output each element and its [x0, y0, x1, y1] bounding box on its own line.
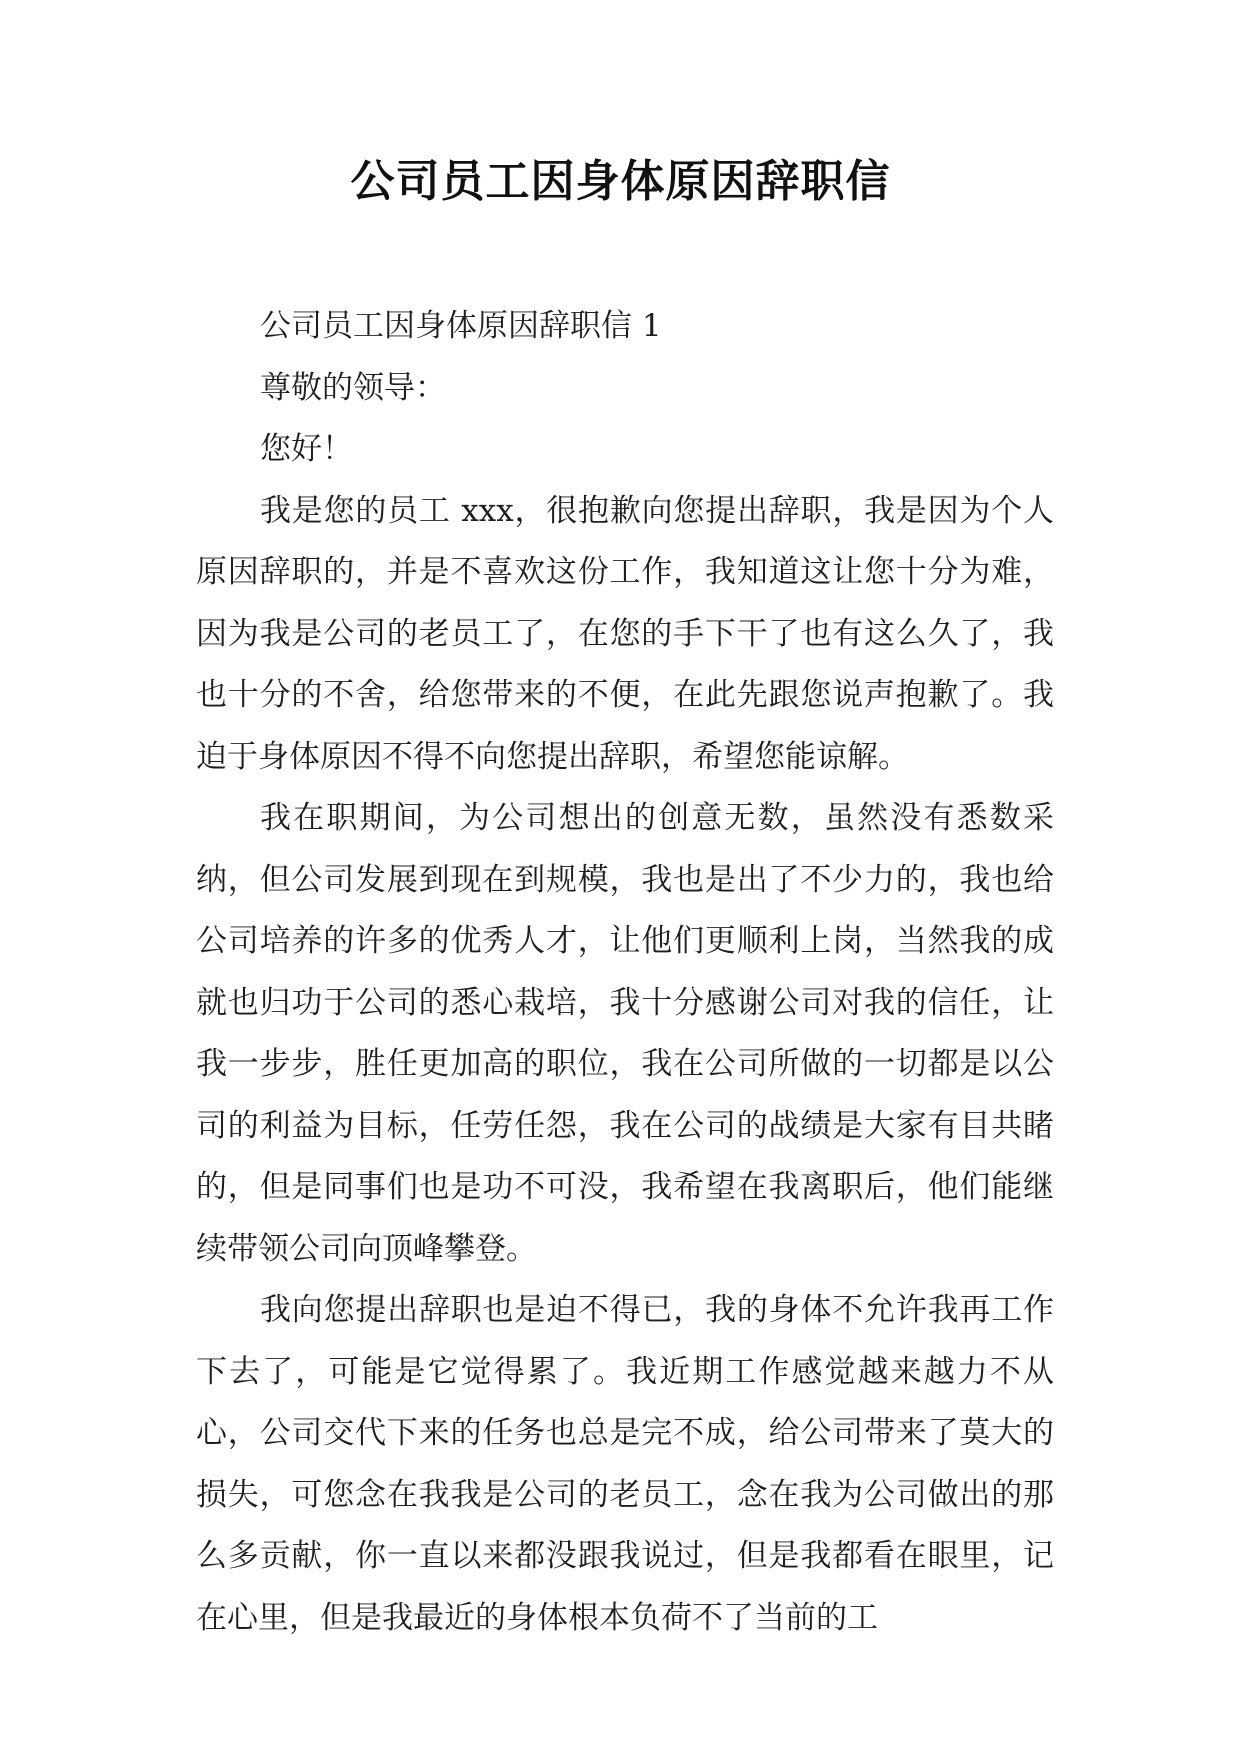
document-title: 公司员工因身体原因辞职信: [350, 156, 891, 207]
letter-greeting: 您好！: [260, 431, 353, 467]
body-paragraph: 我在职期间，为公司想出的创意无数，虽然没有悉数采纳，但公司发展到现在到规模，我也是出了不少力的，我也给公司培养的许多的优秀人才，让他们更顺利上岗，当然我的成就也归功于公司的悉心栽培，我十分感谢公司对我的信任，让我一步步，胜任更加高的职位，我在公司所做的一切都是以公司的利益为目标，任劳任怨，我在公司的战绩是大家有目共睹的，但是同事们也是功不可没，我希望在我离职后，他们能继续带领公司向顶峰攀登。: [196, 800, 1054, 1267]
letter-salutation: 尊敬的领导：: [260, 369, 446, 406]
body-paragraph: 我是您的员工 xxx，很抱歉向您提出辞职，我是因为个人原因辞职的，并是不喜欢这份工作，我知道这让您十分为难，因为我是公司的老员工了，在您的手下干了也有这么久了，我也十分的不舍，给您带来的不便，在此先跟您说声抱歉了。我迫于身体原因不得不向您提出辞职，希望您能谅解。: [196, 492, 1054, 775]
letter-subtitle: 公司员工因身体原因辞职信 1: [260, 308, 662, 344]
body-paragraph: 我向您提出辞职也是迫不得已，我的身体不允许我再工作下去了，可能是它觉得累了。我近期工作感觉越来越力不从心，公司交代下来的任务也总是完不成，给公司带来了莫大的损失，可您念在我我是公司的老员工，念在我为公司做出的那么多贡献，你一直以来都没跟我说过，但是我都看在眼里，记在心里，但是我最近的身体根本负荷不了当前的工: [196, 1292, 1054, 1636]
document-body: [196, 296, 1054, 1649]
